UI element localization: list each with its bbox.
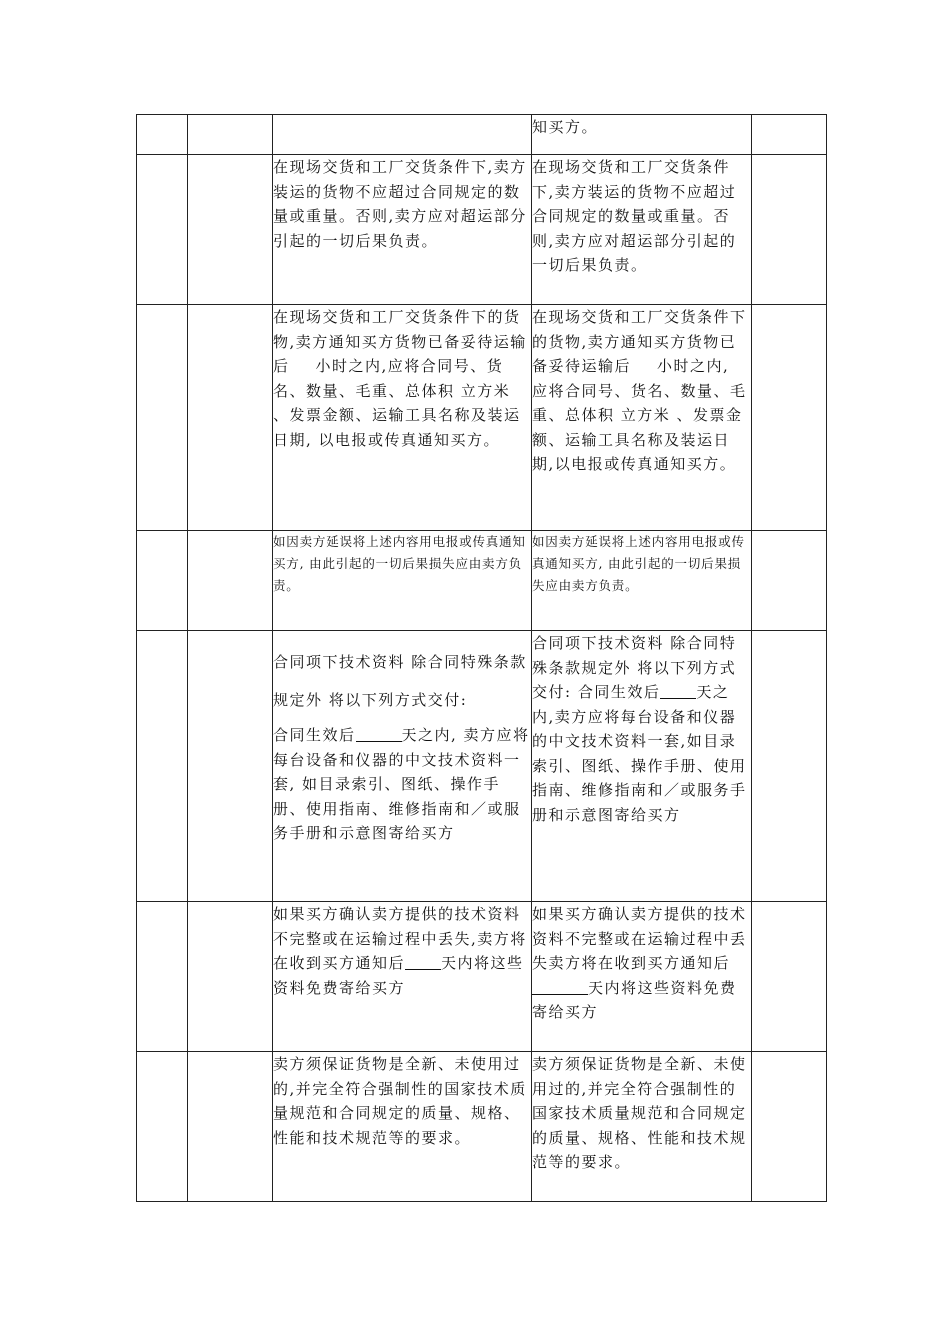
cell-remark xyxy=(752,1052,827,1202)
cell-remark xyxy=(752,531,827,631)
table-row xyxy=(137,155,827,305)
cell-item xyxy=(188,115,273,155)
blank-days xyxy=(532,978,588,995)
table-row xyxy=(137,305,827,531)
cell-remark xyxy=(752,305,827,531)
cell-item xyxy=(188,155,273,305)
cell-remark xyxy=(752,115,827,155)
cell-index xyxy=(137,115,188,155)
cell-original-text: 如果买方确认卖方提供的技术资料不完整或在运输过程中丢失,卖方将在收到买方通知后 天内将这些资料免费寄给买方 xyxy=(273,902,532,1052)
table-row xyxy=(137,902,827,1052)
cell-item xyxy=(188,902,273,1052)
cell-item xyxy=(188,531,273,631)
cell-revised-text: 知买方。 xyxy=(532,115,752,155)
cell-index xyxy=(137,155,188,305)
table-row xyxy=(137,1052,827,1202)
cell-revised-text: 如果买方确认卖方提供的技术资料不完整或在运输过程中丢失卖方将在收到买方通知后 天内将这些资料免费寄给买方 xyxy=(532,902,752,1052)
cell-index xyxy=(137,631,188,902)
cell-revised-text: 在现场交货和工厂交货条件下,卖方装运的货物不应超过合同规定的数量或重量。否则,卖方应对超运部分引起的一切后果负责。 xyxy=(532,155,752,305)
blank-days xyxy=(405,953,441,970)
cell-original-text: 合同项下技术资料 除合同特殊条款规定外 将以下列方式交付: 合同生效后 天之内, 卖方应将每台设备和仪器的中文技术资料一套, 如目录索引、图纸、操作手册、使用指南、维修指南和／或服务手册和示意图寄给买方 xyxy=(273,631,532,902)
blank-days xyxy=(660,682,696,699)
cell-original-text: 在现场交货和工厂交货条件下,卖方装运的货物不应超过合同规定的数量或重量。否则,卖方应对超运部分引起的一切后果负责。 xyxy=(273,155,532,305)
blank-days xyxy=(356,725,402,742)
cell-revised-text: 卖方须保证货物是全新、未使用过的,并完全符合强制性的国家技术质量规范和合同规定的质量、规格、性能和技术规范等的要求。 xyxy=(532,1052,752,1202)
cell-revised-text: 如因卖方延误将上述内容用电报或传真通知买方, 由此引起的一切后果损失应由卖方负责。 xyxy=(532,531,752,631)
cell-original-text: 如因卖方延误将上述内容用电报或传真通知买方, 由此引起的一切后果损失应由卖方负责。 xyxy=(273,531,532,631)
contract-clause-table xyxy=(136,114,827,1202)
cell-remark xyxy=(752,902,827,1052)
cell-original-text: 在现场交货和工厂交货条件下的货物,卖方通知买方货物已备妥待运输后 小时之内,应将合同号、货名、数量、毛重、总体积 立方米 、发票金额、运输工具名称及装运日期, 以电报或传真通知买方。 xyxy=(273,305,532,531)
cell-revised-text: 合同项下技术资料 除合同特殊条款规定外 将以下列方式交付: 合同生效后 天之内,卖方应将每台设备和仪器的中文技术资料一套,如目录索引、图纸、操作手册、使用指南、维修指南和／或服务手册和示意图寄给买方 xyxy=(532,631,752,902)
cell-index xyxy=(137,531,188,631)
cell-revised-text: 在现场交货和工厂交货条件下的货物,卖方通知买方货物已备妥待运输后 小时之内, 应将合同号、货名、数量、毛重、总体积 立方米 、发票金额、运输工具名称及装运日期,以电报或传真通知买方。 xyxy=(532,305,752,531)
cell-item xyxy=(188,1052,273,1202)
table-row xyxy=(137,115,827,155)
table-row xyxy=(137,531,827,631)
cell-index xyxy=(137,1052,188,1202)
cell-item xyxy=(188,305,273,531)
cell-remark xyxy=(752,631,827,902)
cell-index xyxy=(137,902,188,1052)
cell-remark xyxy=(752,155,827,305)
cell-original-text: 卖方须保证货物是全新、未使用过的,并完全符合强制性的国家技术质量规范和合同规定的质量、规格、性能和技术规范等的要求。 xyxy=(273,1052,532,1202)
cell-index xyxy=(137,305,188,531)
cell-item xyxy=(188,631,273,902)
table-row xyxy=(137,631,827,902)
cell-original-text xyxy=(273,115,532,155)
